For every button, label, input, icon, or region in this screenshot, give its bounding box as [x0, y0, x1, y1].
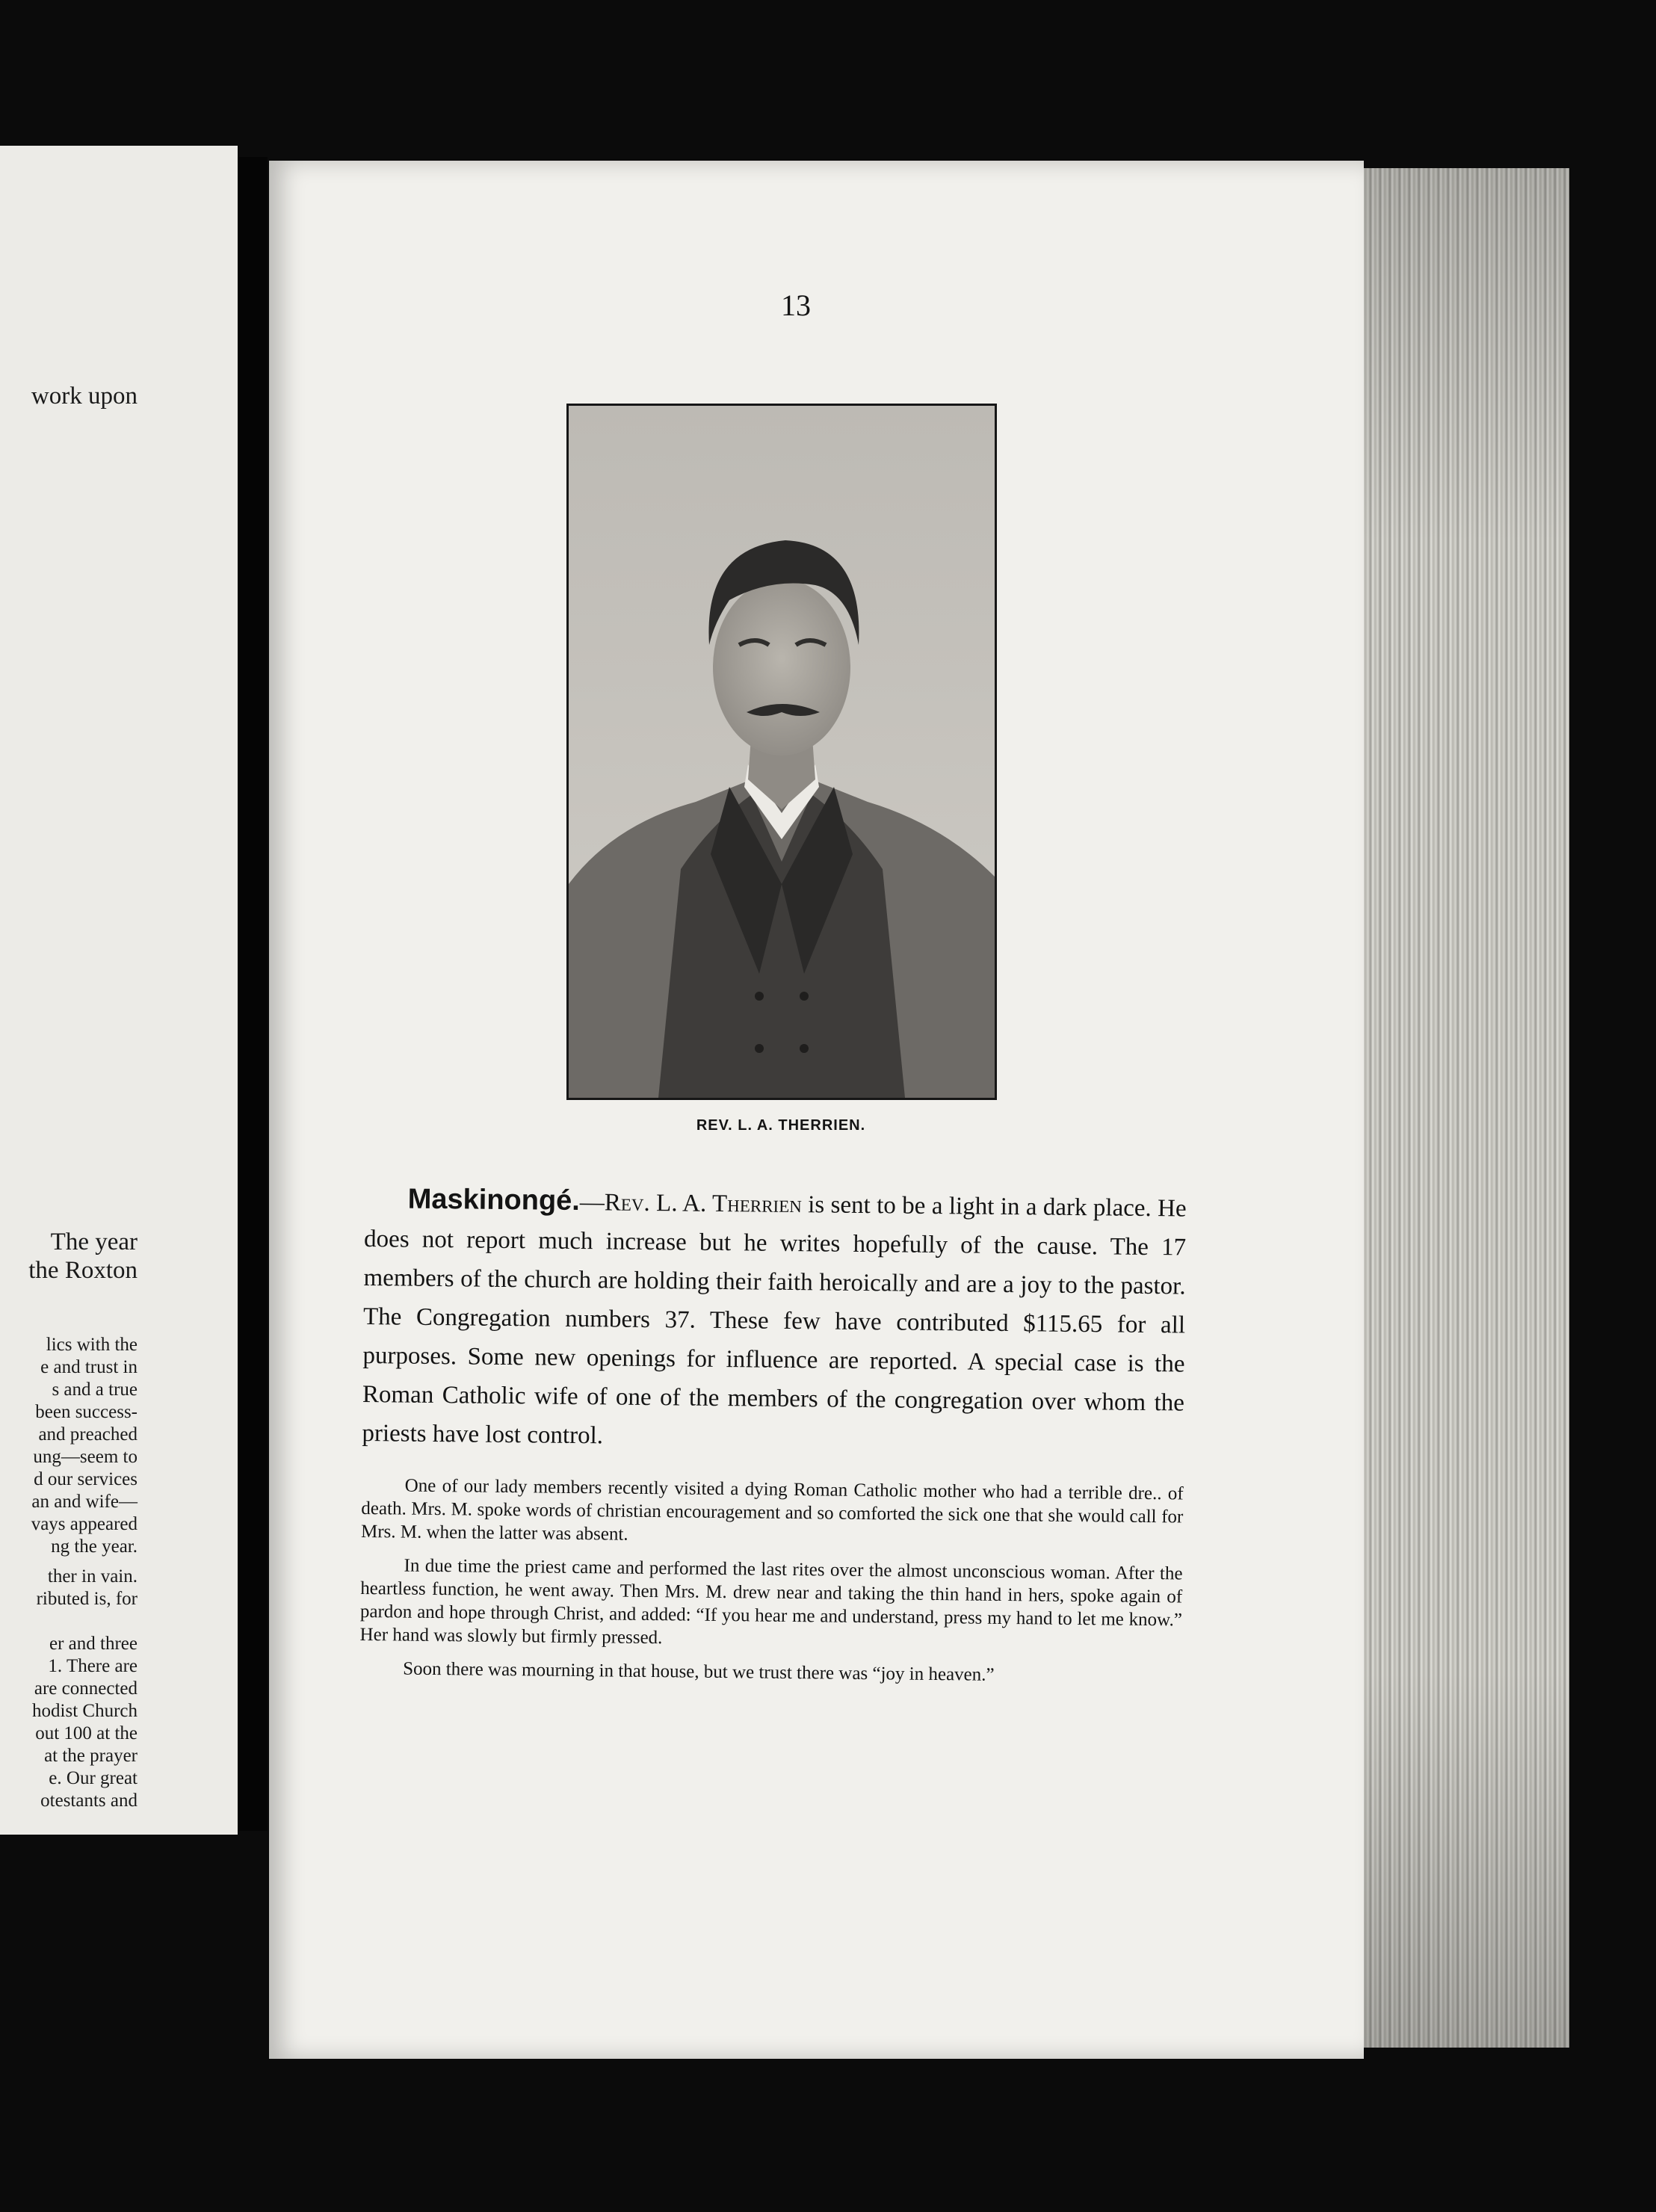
heading-dash: — [579, 1189, 605, 1217]
left-page-fragment: been success- [35, 1402, 138, 1422]
left-page-fragment: e and trust in [40, 1357, 138, 1377]
left-page-fragment: er and three [49, 1634, 138, 1654]
left-page-fragment: and preached [38, 1424, 138, 1445]
left-page-fragment: the Roxton [28, 1257, 138, 1284]
lead-paragraph [362, 1179, 1187, 1461]
left-page-fragment: ther in vain. [47, 1566, 138, 1587]
article [359, 1179, 1187, 1688]
anecdote-paragraph: In due time the priest came and performed the last rites over the almost unconscious woman. After the heartless function, he went away. Then Mrs. M. drew near and taking the thin hand in hers, spoke again of pardon and hope through Christ, and added: “If you hear me and understand, press my hand to let me know.” Her hand was slowly but firmly pressed. [359, 1555, 1183, 1649]
left-page-fragment: ung—seem to [33, 1447, 138, 1467]
left-page-fragment: s and a true [52, 1380, 138, 1400]
left-page-fragment: at the prayer [44, 1746, 138, 1766]
left-page-fragment: ng the year. [51, 1536, 138, 1557]
left-page-fragment: otestants and [40, 1791, 138, 1811]
lead-text: is sent to be a light in a dark place. He does not report much increase but he writes hopefully of the cause. The 17 members of the church are holding their faith heroically and are a joy to the pastor. The Congregation numbers 37. These few have contributed $115.65 for all purposes. Some new openings for influence are reported. A special case is the Roman Catholic wife of one of the members of the congregation over whom the priests have lost control. [362, 1191, 1187, 1450]
portrait-photo [566, 404, 997, 1100]
left-page-fragment: ributed is, for [36, 1589, 138, 1609]
left-page-fragment: an and wife— [31, 1492, 138, 1512]
left-page-fragment: The year [50, 1229, 138, 1255]
portrait-caption: REV. L. A. THERRIEN. [696, 1117, 866, 1134]
portrait-illustration [569, 406, 995, 1098]
previous-page [0, 146, 238, 1835]
left-page-fragment: d our services [34, 1469, 138, 1489]
left-page-fragment: hodist Church [32, 1701, 138, 1721]
left-page-fragment: 1. There are [48, 1656, 138, 1676]
section-heading: Maskinongé. [407, 1183, 581, 1217]
anecdote-paragraph: Soon there was mourning in that house, but we trust there was “joy in heaven.” [403, 1658, 995, 1685]
anecdote-paragraph: One of our lady members recently visited a dying Roman Catholic mother who had a terrible dre.. of death. Mrs. M. spoke words of christian encouragement and so comforted the sick one that she would call for Mrs. M. when the latter was absent. [360, 1475, 1184, 1545]
left-page-fragment: e. Our great [49, 1768, 138, 1788]
left-page-fragment: work upon [31, 383, 138, 410]
book-gutter [238, 157, 268, 1831]
left-page-fragment: are connected [34, 1678, 138, 1699]
pastor-name: Rev. L. A. Therrien [604, 1189, 803, 1219]
page-number: 13 [781, 288, 811, 322]
left-page-fragment: vays appeared [31, 1514, 138, 1534]
left-page-fragment: out 100 at the [35, 1723, 138, 1743]
page-edges [1349, 168, 1569, 2048]
left-page-fragment: lics with the [46, 1335, 138, 1355]
